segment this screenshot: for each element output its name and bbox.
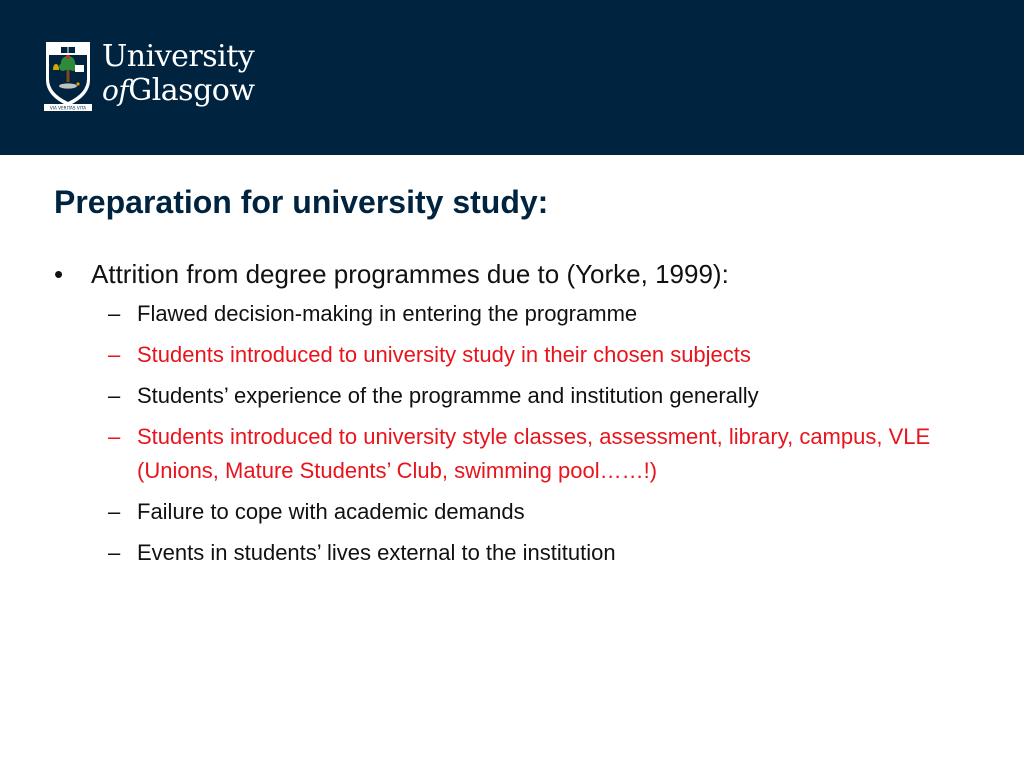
wordmark-of: of	[102, 74, 129, 107]
crest-motto: VIA VERITAS VITA	[49, 105, 87, 111]
crest-icon	[44, 40, 92, 112]
dash-marker: –	[108, 540, 121, 565]
sub-bullet-text: Students introduced to university study in their chosen subjects	[137, 342, 751, 367]
main-bullet-text: Attrition from degree programmes due to (Yorke, 1999):	[91, 259, 729, 289]
sub-bullet-text: Events in students’ lives external to the institution	[137, 540, 616, 565]
sub-bullet	[108, 338, 974, 372]
header-band	[0, 0, 1024, 155]
main-bullet	[54, 253, 974, 295]
dash-marker: –	[108, 301, 121, 326]
wordmark-line1: University	[102, 39, 255, 74]
slide-content	[54, 253, 974, 577]
sub-bullet-list	[54, 297, 974, 570]
sub-bullet	[108, 495, 974, 529]
sub-bullet	[108, 379, 974, 413]
wordmark-line2	[102, 74, 255, 108]
dash-marker: –	[108, 424, 121, 449]
bullet-marker: •	[54, 259, 64, 289]
dash-marker: –	[108, 342, 121, 367]
sub-bullet	[108, 536, 974, 570]
sub-bullet	[108, 297, 974, 331]
slide-title: Preparation for university study:	[54, 184, 549, 220]
sub-bullet	[108, 420, 974, 488]
dash-marker: –	[108, 383, 121, 408]
sub-bullet-text: Flawed decision-making in entering the programme	[137, 301, 638, 326]
dash-marker: –	[108, 499, 121, 524]
sub-bullet-text: Students introduced to university style classes, assessment, library, campus, VLE (Unions, Mature Students’ Club, swimming pool……!)	[137, 424, 931, 483]
university-logo	[44, 40, 274, 114]
wordmark-glasgow: Glasgow	[128, 73, 255, 108]
sub-bullet-text: Failure to cope with academic demands	[137, 499, 525, 524]
university-wordmark	[102, 40, 255, 108]
sub-bullet-text: Students’ experience of the programme and institution generally	[137, 383, 759, 408]
